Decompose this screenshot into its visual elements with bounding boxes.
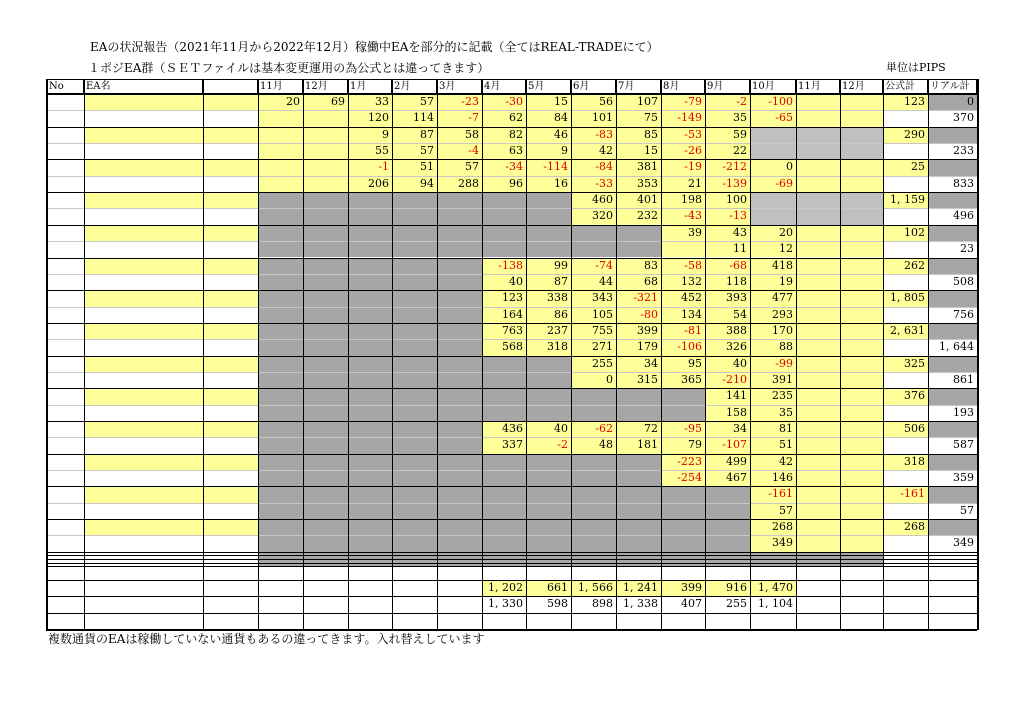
cell-real-2-3: 94: [420, 176, 434, 190]
cell-official-4-9: 39: [688, 225, 702, 239]
cell-real-8-10: -210: [722, 372, 747, 386]
type-label-real: [203, 143, 258, 159]
cell-official-10-11: 81: [779, 422, 793, 435]
cell-official-9-10: 141: [726, 389, 747, 403]
cell-real-3-10: -13: [729, 209, 747, 223]
ea-number: [46, 323, 84, 339]
cell-real-10-10: -107: [722, 438, 747, 452]
cell-real-2-7: -33: [595, 176, 613, 190]
cell-official-1-7: -83: [595, 127, 613, 141]
cell-real-9-11: 35: [779, 405, 793, 419]
cell-real-5-9: 132: [681, 274, 702, 288]
cell-real-10-11: 51: [779, 438, 793, 452]
column-header: 6月: [571, 79, 616, 94]
cell-real-0-3: 114: [413, 111, 434, 125]
ea-number: [46, 486, 84, 502]
column-header: リアル計: [928, 79, 977, 94]
column-header: [203, 79, 258, 94]
cell-real-1-4: -4: [468, 144, 479, 158]
cell-official-1-4: 58: [465, 127, 479, 141]
type-label-official: [203, 290, 258, 306]
cell-official-11-9: -223: [677, 454, 702, 468]
cell-official-6-10: 393: [726, 291, 747, 305]
ea-name: [84, 323, 203, 339]
cell-official-2-3: 51: [420, 160, 434, 174]
cell-real-5-7: 44: [599, 274, 613, 288]
cell-real-4-10: 11: [733, 242, 747, 256]
cell-official-9-11: 235: [772, 389, 793, 403]
ea-name: [84, 388, 203, 404]
type-label-real: [203, 535, 258, 551]
ea-number: [46, 258, 84, 274]
cell-official-6-7: 343: [592, 291, 613, 305]
official-total: 268: [904, 520, 925, 534]
cell-official-8-11: -99: [775, 356, 793, 370]
total-official-9: 399: [681, 581, 702, 594]
ea-number: [46, 225, 84, 241]
report-title: EAの状況報告（2021年11月から2022年12月）稼働中EAを部分的に記載（全てはREAL-TRADEにて）: [90, 40, 659, 54]
column-header: 4月: [482, 79, 526, 94]
cell-official-7-10: 388: [726, 323, 747, 337]
ea-name: [84, 127, 203, 143]
type-label-real: [203, 110, 258, 126]
ea-name: [84, 159, 203, 175]
cell-real-1-2: 55: [375, 144, 389, 158]
ea-number: [46, 290, 84, 306]
ea-number: [46, 127, 84, 143]
type-label-real: [203, 208, 258, 224]
cell-official-11-10: 499: [726, 454, 747, 468]
total-real-7: 898: [592, 597, 613, 611]
cell-official-2-4: 57: [465, 160, 479, 174]
cell-real-3-7: 320: [592, 209, 613, 223]
cell-official-0-0: 20: [286, 95, 300, 108]
cell-official-12-11: -161: [768, 487, 793, 501]
cell-official-10-10: 34: [733, 422, 747, 435]
type-label-real: [203, 405, 258, 421]
cell-real-5-10: 118: [726, 274, 747, 288]
cell-official-7-5: 763: [502, 323, 523, 337]
cell-real-2-10: -139: [722, 176, 747, 190]
cell-official-0-2: 33: [375, 95, 389, 108]
cell-official-4-11: 20: [779, 225, 793, 239]
cell-official-5-10: -68: [729, 258, 747, 272]
column-header: 8月: [661, 79, 705, 94]
cell-official-0-11: -100: [768, 95, 793, 108]
type-label-official: [203, 323, 258, 339]
type-label-real: [203, 470, 258, 486]
cell-real-0-4: -7: [468, 111, 479, 125]
cell-real-10-7: 48: [599, 438, 613, 452]
official-total: 1, 805: [890, 291, 925, 305]
official-total: 290: [904, 127, 925, 141]
type-label-real: [203, 307, 258, 323]
cell-official-7-8: 399: [637, 323, 658, 337]
cell-official-5-7: -74: [595, 258, 613, 272]
cell-real-13-11: 349: [772, 536, 793, 550]
cell-official-2-2: -1: [378, 160, 389, 174]
cell-real-6-9: 134: [681, 307, 702, 321]
real-total: 193: [953, 405, 974, 419]
official-total: 262: [904, 258, 925, 272]
total-official-8: 1, 241: [623, 581, 658, 594]
cell-real-2-11: -69: [775, 176, 793, 190]
cell-official-5-11: 418: [772, 258, 793, 272]
official-total: 318: [904, 454, 925, 468]
report-subtitle: １ポジEA群（ＳＥＴファイルは基本変更運用の為公式とは違ってきます）: [88, 61, 490, 75]
column-header: 12月: [303, 79, 348, 94]
cell-official-10-8: 72: [644, 422, 658, 435]
cell-official-3-8: 401: [637, 193, 658, 207]
cell-real-8-9: 365: [681, 372, 702, 386]
column-header: 7月: [616, 79, 661, 94]
cell-real-6-10: 54: [733, 307, 747, 321]
cell-real-0-5: 62: [509, 111, 523, 125]
real-total: 359: [953, 471, 974, 485]
real-total: 1, 644: [939, 340, 974, 354]
other-label: [84, 613, 258, 629]
official-total: -161: [900, 487, 925, 501]
total-official-6: 661: [547, 581, 568, 594]
cell-real-12-11: 57: [779, 503, 793, 517]
cell-real-7-5: 568: [502, 340, 523, 354]
cell-official-13-11: 268: [772, 520, 793, 534]
cell-real-1-8: 15: [644, 144, 658, 158]
cell-real-6-6: 86: [554, 307, 568, 321]
type-label-official: [203, 94, 258, 110]
type-label-real: [203, 274, 258, 290]
type-label-real: [203, 437, 258, 453]
cell-real-0-9: -149: [677, 111, 702, 125]
official-total: 1, 159: [890, 193, 925, 207]
cell-official-10-6: 40: [554, 422, 568, 435]
ea-name: [84, 486, 203, 502]
cell-real-1-10: 22: [733, 144, 747, 158]
cell-official-7-7: 755: [592, 323, 613, 337]
cell-official-0-9: -79: [684, 95, 702, 108]
cell-real-8-8: 315: [637, 372, 658, 386]
total-official-10: 916: [726, 581, 747, 594]
cell-official-2-11: 0: [786, 160, 793, 174]
type-label-real: [203, 503, 258, 519]
unit-label: 単位はPIPS: [886, 61, 946, 74]
cell-real-2-5: 96: [509, 176, 523, 190]
cell-official-8-7: 255: [592, 356, 613, 370]
cell-real-11-9: -254: [677, 471, 702, 485]
column-header: 3月: [437, 79, 482, 94]
cell-official-8-10: 40: [733, 356, 747, 370]
official-total: 2, 631: [890, 323, 925, 337]
other-value: [750, 613, 796, 629]
type-label-official: [203, 388, 258, 404]
cell-real-2-6: 16: [554, 176, 568, 190]
official-total: 376: [904, 389, 925, 403]
real-total: 508: [953, 274, 974, 288]
cell-official-2-5: -34: [505, 160, 523, 174]
cell-official-0-1: 69: [331, 95, 345, 108]
ea-name: [84, 258, 203, 274]
cell-official-11-11: 42: [779, 454, 793, 468]
total-real-5: 1, 330: [488, 597, 523, 611]
type-label-official: [203, 225, 258, 241]
cell-real-8-11: 391: [772, 372, 793, 386]
ea-name: [84, 454, 203, 470]
cell-official-1-5: 82: [509, 127, 523, 141]
cell-real-2-4: 288: [458, 176, 479, 190]
cell-real-1-6: 9: [561, 144, 568, 158]
ea-name: [84, 421, 203, 437]
cell-real-10-9: 79: [688, 438, 702, 452]
total-official-11: 1, 470: [758, 581, 793, 594]
real-total: 496: [953, 209, 974, 223]
cell-real-5-11: 19: [779, 274, 793, 288]
cell-real-1-7: 42: [599, 144, 613, 158]
cell-official-6-8: -321: [633, 291, 658, 305]
cell-official-3-7: 460: [592, 193, 613, 207]
cell-real-0-7: 101: [592, 111, 613, 125]
official-total: 325: [904, 356, 925, 370]
cell-official-7-11: 170: [772, 323, 793, 337]
cell-official-1-2: 9: [382, 127, 389, 141]
cell-real-10-6: -2: [557, 438, 568, 452]
cell-official-3-9: 198: [681, 193, 702, 207]
total-official-5: 1, 202: [488, 581, 523, 594]
official-total: 25: [911, 160, 925, 174]
cell-real-0-6: 84: [554, 111, 568, 125]
official-total: 506: [904, 422, 925, 435]
ea-name: [84, 192, 203, 208]
cell-official-7-6: 237: [547, 323, 568, 337]
column-header: 公式計: [883, 79, 928, 94]
real-total: 756: [953, 307, 974, 321]
cell-real-2-8: 353: [637, 176, 658, 190]
cell-real-11-10: 467: [726, 471, 747, 485]
cell-real-10-5: 337: [502, 438, 523, 452]
cell-real-0-8: 75: [644, 111, 658, 125]
cell-official-2-7: -84: [595, 160, 613, 174]
grand-real-total: [928, 596, 977, 612]
cell-official-0-6: 15: [554, 95, 568, 108]
cell-real-5-5: 40: [509, 274, 523, 288]
cell-real-1-3: 57: [420, 144, 434, 158]
cell-real-0-10: 35: [733, 111, 747, 125]
real-total: 23: [960, 242, 974, 256]
cell-real-0-11: -65: [775, 111, 793, 125]
cell-official-2-9: -19: [684, 160, 702, 174]
total-official-7: 1, 566: [578, 581, 613, 594]
ea-number: [46, 421, 84, 437]
official-total: 123: [904, 95, 925, 108]
cell-real-1-5: 63: [509, 144, 523, 158]
cell-official-6-5: 123: [502, 291, 523, 305]
cell-real-10-8: 181: [637, 438, 658, 452]
cell-official-10-7: -62: [595, 422, 613, 435]
cell-official-1-3: 87: [420, 127, 434, 141]
real-total: 349: [953, 536, 974, 550]
real-total: 833: [953, 176, 974, 190]
type-label-official: [203, 159, 258, 175]
column-header: No: [46, 79, 84, 94]
type-label-official: [203, 421, 258, 437]
ea-name: [84, 94, 203, 110]
real-total: 57: [960, 503, 974, 517]
cell-official-8-9: 95: [688, 356, 702, 370]
ea-number: [46, 454, 84, 470]
cell-official-2-10: -212: [722, 160, 747, 174]
cell-real-5-6: 87: [554, 274, 568, 288]
cell-official-4-10: 43: [733, 225, 747, 239]
real-total: 861: [953, 372, 974, 386]
cell-real-7-10: 326: [726, 340, 747, 354]
ea-number: [46, 159, 84, 175]
cell-official-5-6: 99: [554, 258, 568, 272]
cell-official-0-4: -23: [461, 95, 479, 108]
column-header: 11月: [796, 79, 840, 94]
type-label-official: [203, 519, 258, 535]
cell-official-6-6: 338: [547, 291, 568, 305]
real-total: 587: [953, 438, 974, 452]
cell-official-7-9: -81: [684, 323, 702, 337]
cell-real-0-2: 120: [368, 111, 389, 125]
type-label-real: [203, 176, 258, 192]
cell-official-8-8: 34: [644, 356, 658, 370]
type-label-official: [203, 356, 258, 372]
cell-real-7-9: -106: [677, 340, 702, 354]
type-label-real: [203, 241, 258, 257]
cell-official-0-3: 57: [420, 95, 434, 108]
column-header: 2月: [392, 79, 437, 94]
cell-official-5-8: 83: [644, 258, 658, 272]
cell-official-0-5: -30: [505, 95, 523, 108]
ea-name: [84, 225, 203, 241]
ea-number: [46, 519, 84, 535]
grand-official-total: [883, 596, 928, 612]
real-total-official-row: 0: [967, 95, 974, 108]
cell-official-6-9: 452: [681, 291, 702, 305]
total-real-10: 255: [726, 597, 747, 611]
cell-official-3-10: 100: [726, 193, 747, 207]
cell-real-7-8: 179: [637, 340, 658, 354]
total-real-8: 1, 338: [623, 597, 658, 611]
column-header: 9月: [705, 79, 750, 94]
official-total: 102: [904, 225, 925, 239]
cell-real-6-11: 293: [772, 307, 793, 321]
cell-official-5-9: -58: [684, 258, 702, 272]
column-header: EA名: [84, 79, 203, 94]
cell-real-6-8: -80: [640, 307, 658, 321]
cell-official-2-6: -114: [543, 160, 568, 174]
cell-official-6-11: 477: [772, 291, 793, 305]
cell-official-2-8: 381: [637, 160, 658, 174]
type-label-official: [203, 192, 258, 208]
cell-real-2-9: 21: [688, 176, 702, 190]
total-real-9: 407: [681, 597, 702, 611]
cell-real-6-5: 164: [502, 307, 523, 321]
column-header: 10月: [750, 79, 796, 94]
cell-real-1-9: -26: [684, 144, 702, 158]
type-label-real: [203, 339, 258, 355]
type-label-official: [203, 454, 258, 470]
cell-real-9-10: 158: [726, 405, 747, 419]
cell-real-5-8: 68: [644, 274, 658, 288]
column-header: 1月: [348, 79, 392, 94]
cell-real-3-8: 232: [637, 209, 658, 223]
cell-real-11-11: 146: [772, 471, 793, 485]
column-header: 11月: [258, 79, 303, 94]
ea-name: [84, 356, 203, 372]
column-header: 12月: [840, 79, 883, 94]
cell-real-6-7: 105: [592, 307, 613, 321]
cell-real-2-2: 206: [368, 176, 389, 190]
cell-official-1-8: 85: [644, 127, 658, 141]
cell-official-0-7: 56: [599, 95, 613, 108]
ea-number: [46, 388, 84, 404]
ea-name: [84, 290, 203, 306]
cell-official-10-9: -95: [684, 422, 702, 435]
cell-official-1-10: 59: [733, 127, 747, 141]
cell-real-3-9: -43: [684, 209, 702, 223]
type-label-official: [203, 127, 258, 143]
ea-number: [46, 356, 84, 372]
cell-official-0-10: -2: [736, 95, 747, 108]
cell-real-4-11: 12: [779, 242, 793, 256]
cell-real-7-11: 88: [779, 340, 793, 354]
column-header: 5月: [526, 79, 571, 94]
type-label-official: [203, 486, 258, 502]
footnote: 複数通貨のEAは稼働していない通貨もあるの違ってきます。入れ替えしています: [48, 632, 485, 646]
ea-number: [46, 94, 84, 110]
total-real-6: 598: [547, 597, 568, 611]
total-real-11: 1, 104: [758, 597, 793, 611]
real-total: 370: [953, 111, 974, 125]
ea-number: [46, 192, 84, 208]
cell-official-5-5: -138: [498, 258, 523, 272]
real-total: 233: [953, 144, 974, 158]
type-label-real: [203, 372, 258, 388]
type-label-official: [203, 258, 258, 274]
cell-real-8-7: 0: [606, 372, 613, 386]
cell-official-1-9: -53: [684, 127, 702, 141]
cell-real-7-7: 271: [592, 340, 613, 354]
cell-official-0-8: 107: [637, 95, 658, 108]
cell-official-10-5: 436: [502, 422, 523, 435]
cell-official-1-6: 46: [554, 127, 568, 141]
ea-name: [84, 519, 203, 535]
cell-real-7-6: 318: [547, 340, 568, 354]
